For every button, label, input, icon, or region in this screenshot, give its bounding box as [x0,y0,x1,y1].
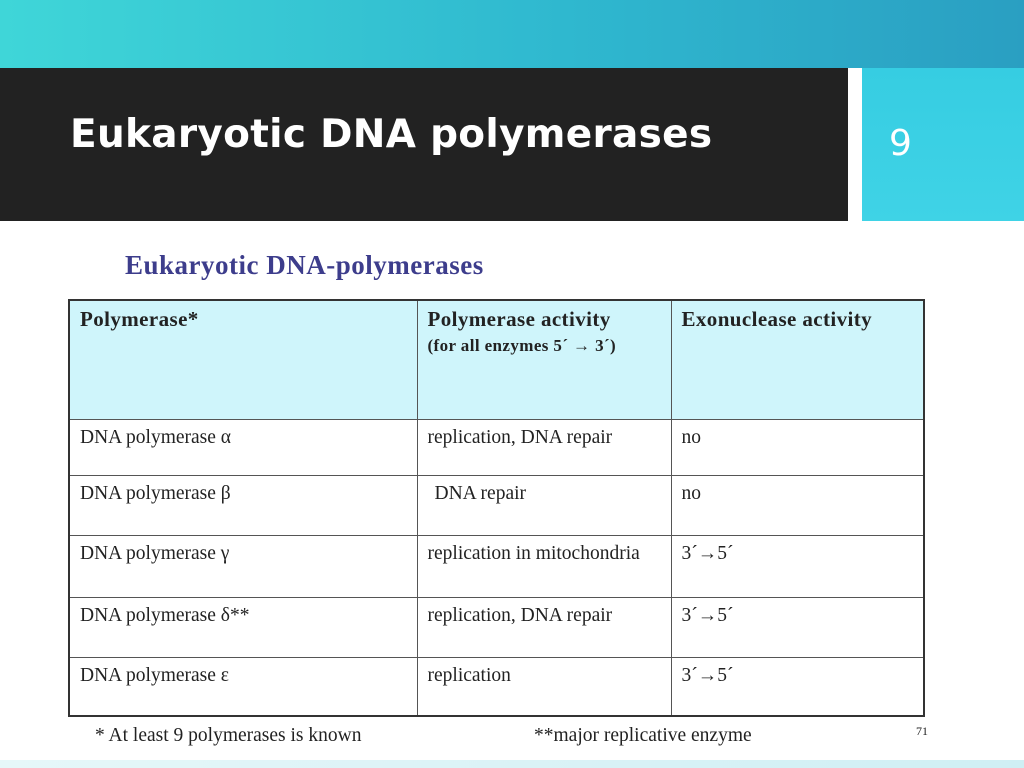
table-row [69,476,924,536]
table-row [69,658,924,716]
header-polymerase: Polymerase* [69,300,417,420]
row-exonuclease: 3´→5´ [671,536,924,598]
row-activity: replication [417,658,671,716]
footnote-known-polymerases: * At least 9 polymerases is known [95,725,362,746]
footnote-major-enzyme: **major replicative enzyme [534,725,752,746]
table-row [69,598,924,658]
table-row [69,420,924,476]
row-exonuclease: no [671,476,924,536]
row-name: DNA polymerase γ [69,536,417,598]
top-accent-band [0,0,1024,68]
row-activity: replication in mitochondria [417,536,671,598]
row-name: DNA polymerase ε [69,658,417,716]
row-activity: replication, DNA repair [417,420,671,476]
row-name: DNA polymerase α [69,420,417,476]
row-exonuclease: no [671,420,924,476]
row-activity: DNA repair [417,476,671,536]
table-header-row [69,300,924,420]
row-exonuclease: 3´→5´ [671,598,924,658]
polymerase-table [68,299,925,717]
slide-title: Eukaryotic DNA polymerases [70,112,713,157]
page-reference: 71 [916,724,928,738]
table-heading: Eukaryotic DNA-polymerases [125,250,484,280]
table-row [69,536,924,598]
header-activity-note: (for all enzymes 5´ → 3´) [427,336,617,355]
row-name: DNA polymerase δ** [69,598,417,658]
header-exonuclease: Exonuclease activity [671,300,924,420]
bottom-accent-line [0,760,1024,768]
header-activity-label: Polymerase activity [427,307,611,331]
row-exonuclease: 3´→5´ [671,658,924,716]
slide-number-panel [862,68,1024,221]
slide-number: 9 [889,123,912,164]
row-activity: replication, DNA repair [417,598,671,658]
row-name: DNA polymerase β [69,476,417,536]
header-activity [417,300,671,420]
